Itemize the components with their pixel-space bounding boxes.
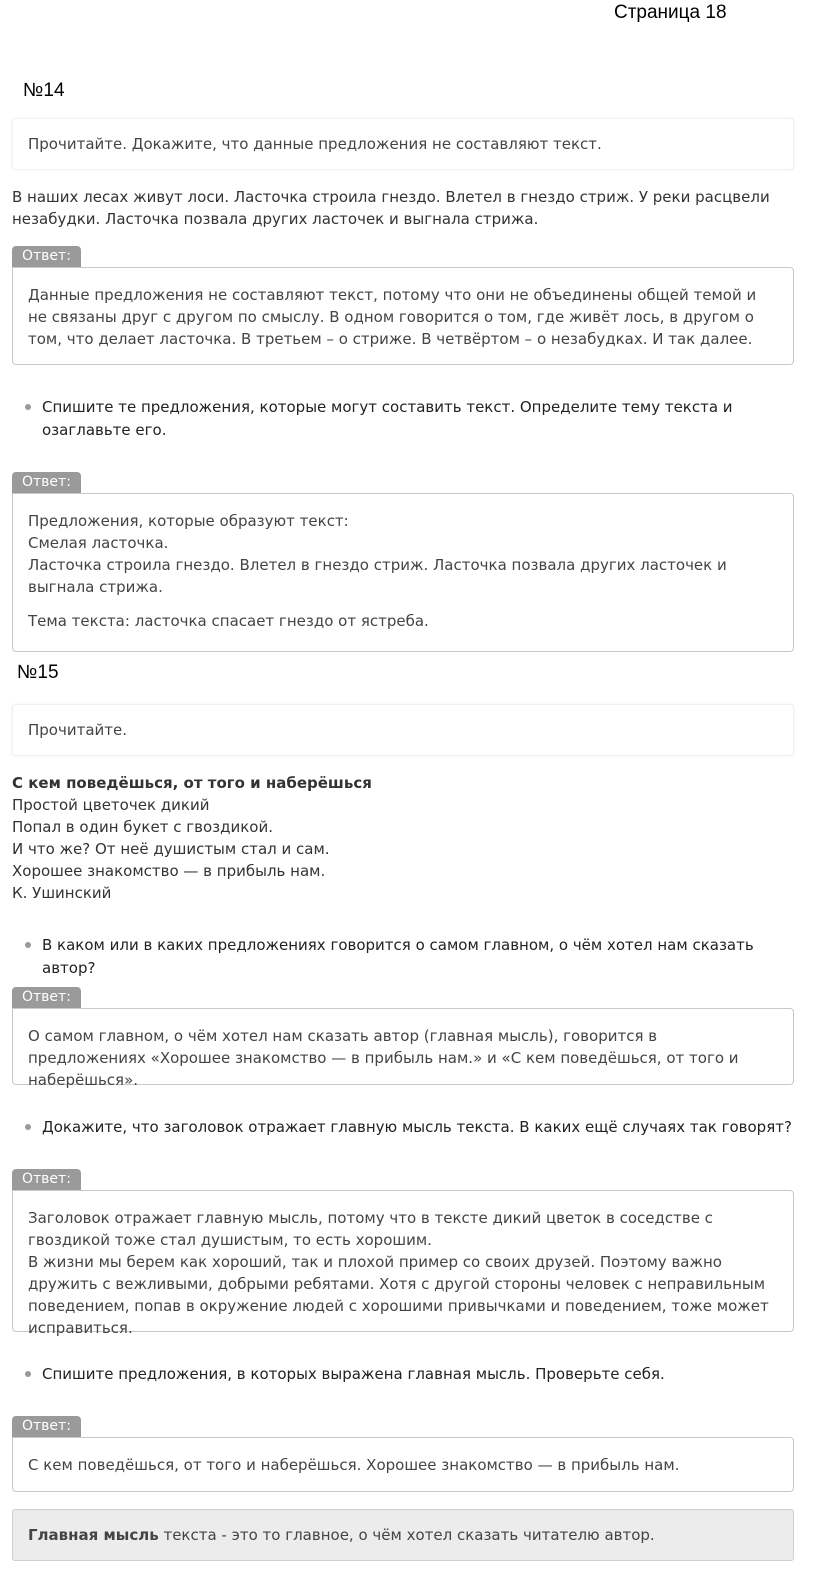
answer-label: Ответ: — [12, 1169, 81, 1190]
answer-label: Ответ: — [12, 1416, 81, 1437]
note-text: текста - это то главное, о чём хотел сказать читателю автор. — [158, 1526, 655, 1544]
poem — [12, 772, 772, 904]
answer-line: Заголовок отражает главную мысль, потому что в тексте дикий цветок в соседстве с гвоздикой тоже стал душистым, то есть хорошим. — [28, 1209, 713, 1249]
answer-line: Тема текста: ласточка спасает гнездо от ястреба. — [28, 612, 429, 630]
exercise-15-answer-1 — [12, 1008, 794, 1089]
exercise-14-answer-1 — [12, 267, 794, 365]
poem-line: Попал в один букет с гвоздикой. — [12, 818, 273, 836]
answer-line: Предложения, которые образуют текст: — [28, 512, 349, 530]
bullet-icon — [25, 1124, 31, 1130]
exercise-14-task — [12, 118, 794, 170]
answer-label: Ответ: — [12, 472, 81, 493]
answer-text: Данные предложения не составляют текст, потому что они не объединены общей темой и не связаны друг с другом по смыслу. В одном говорится о том, где живёт лось, в другом о том, что делает ласточка. В третьем – о стриже. В четвёртом – о незабудках. И так далее. — [28, 286, 757, 348]
bullet-icon — [25, 942, 31, 948]
answer-label: Ответ: — [12, 246, 81, 267]
exercise-15-question-2 — [25, 1116, 795, 1139]
answer-line: Смелая ласточка. — [28, 534, 169, 552]
main-idea-note — [12, 1509, 794, 1561]
exercise-14-number: №14 — [23, 80, 65, 101]
exercise-15-task — [12, 704, 794, 756]
question-text: В каком или в каких предложениях говорится о самом главном, о чём хотел нам сказать автор? — [42, 936, 754, 977]
exercise-15-question-3 — [25, 1363, 795, 1386]
page-number: Страница 18 — [614, 2, 727, 23]
question-text: Спишите те предложения, которые могут составить текст. Определите тему текста и озаглавьте его. — [42, 398, 733, 439]
answer-line: Ласточка строила гнездо. Влетел в гнездо стриж. Ласточка позвала других ласточек и выгнала стрижа. — [28, 556, 727, 596]
answer-text: С кем поведёшься, от того и наберёшься. Хорошее знакомство — в прибыль нам. — [28, 1456, 680, 1474]
exercise-14-answer-2 — [12, 493, 794, 652]
poem-line: И что же? От неё душистым стал и сам. — [12, 840, 330, 858]
bullet-icon — [25, 1371, 31, 1377]
answer-label: Ответ: — [12, 987, 81, 1008]
poem-line: Хорошее знакомство — в прибыль нам. — [12, 862, 326, 880]
bullet-icon — [25, 404, 31, 410]
answer-line: В жизни мы берем как хороший, так и плохой пример со своих друзей. Поэтому важно дружить с вежливыми, добрыми ребятами. Хотя с другой стороны человек с неправильным поведением, попав в окружение людей с хорошими привычками и поведением, тоже может исправиться. — [28, 1253, 769, 1337]
exercise-15-number: №15 — [17, 662, 59, 683]
exercise-14-text: В наших лесах живут лоси. Ласточка строила гнездо. Влетел в гнездо стриж. У реки расцвели незабудки. Ласточка позвала других ласточек и выгнала стрижа. — [12, 188, 770, 228]
poem-title: С кем поведёшься, от того и наберёшься — [12, 774, 372, 792]
task-text: Прочитайте. Докажите, что данные предложения не составляют текст. — [28, 135, 602, 153]
poem-line: Простой цветочек дикий — [12, 796, 210, 814]
question-text: Докажите, что заголовок отражает главную мысль текста. В каких ещё случаях так говорят? — [42, 1118, 792, 1136]
exercise-15-question-1 — [25, 934, 795, 980]
answer-text: О самом главном, о чём хотел нам сказать автор (главная мысль), говорится в предложениях «Хорошее знакомство — в прибыль нам.» и «С кем поведёшься, от того и наберёшься». — [28, 1027, 739, 1089]
question-text: Спишите предложения, в которых выражена главная мысль. Проверьте себя. — [42, 1365, 665, 1383]
exercise-14-question-2 — [25, 396, 795, 442]
poem-author: К. Ушинский — [12, 884, 112, 902]
task-text: Прочитайте. — [28, 721, 128, 739]
note-bold-term: Главная мысль — [28, 1526, 159, 1544]
exercise-15-answer-3 — [12, 1437, 794, 1492]
exercise-15-answer-2 — [12, 1190, 794, 1337]
